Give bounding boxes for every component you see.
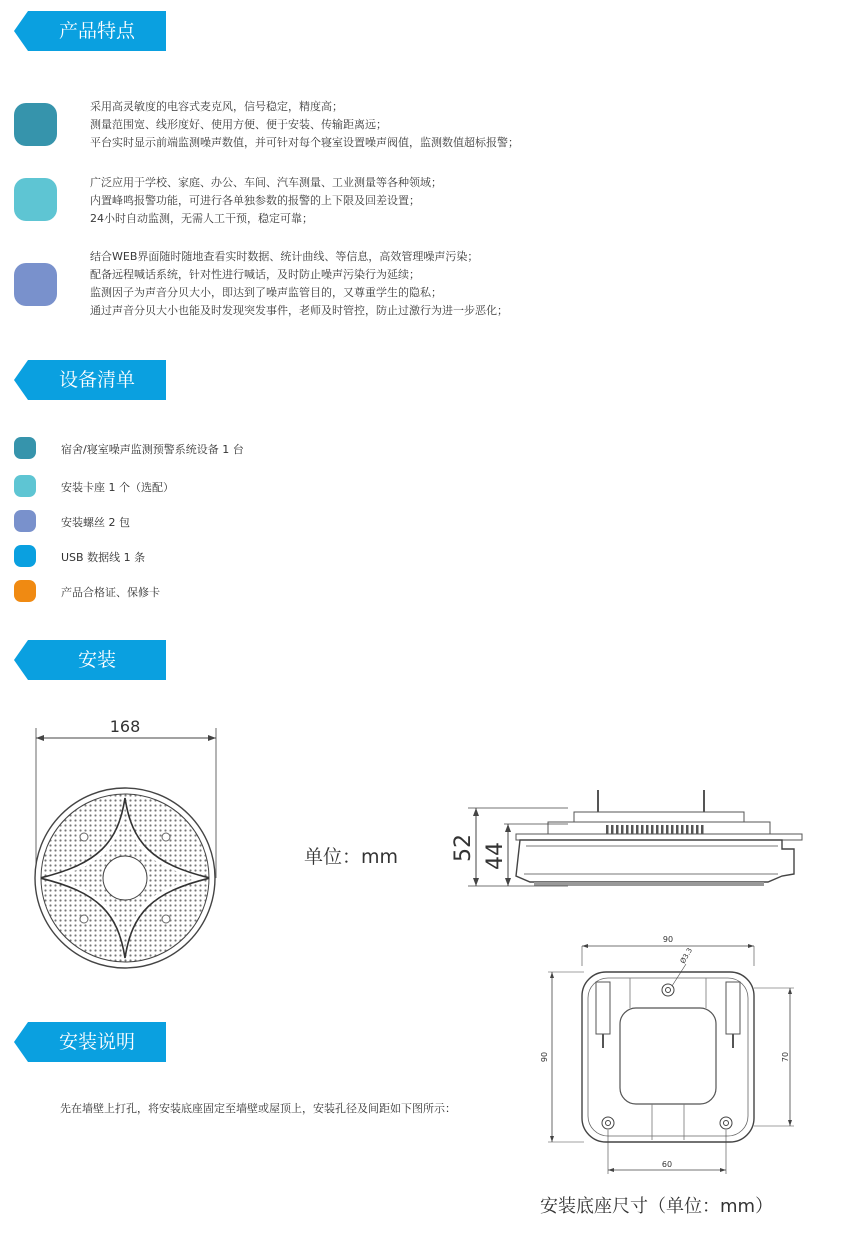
feature-line: 平台实时显示前端监测噪声数值，并可针对每个寝室设置噪声阀值，监测数值超标报警； xyxy=(90,136,519,149)
height-dim: 90 xyxy=(540,1051,549,1063)
feature-line: 结合WEB界面随时随地查看实时数据、统计曲线、等信息，高效管理噪声污染； xyxy=(90,250,479,263)
header-arrow xyxy=(14,360,28,400)
feature-text xyxy=(90,98,519,152)
header-arrow xyxy=(14,1022,28,1062)
hole-diameter-dim: Ø3.3 xyxy=(678,946,695,965)
feature-badge xyxy=(14,103,57,146)
equipment-bullet xyxy=(14,510,36,532)
height-total-label: 52 xyxy=(451,834,476,862)
vent-slot xyxy=(626,825,629,834)
equipment-item: 安装卡座 1 个（选配） xyxy=(61,481,174,494)
equipment-bullet xyxy=(14,475,36,497)
unit-label: 单位：mm xyxy=(304,846,399,868)
device-side-view-drawing xyxy=(408,784,832,900)
vent-slot xyxy=(616,825,619,834)
inner-dim: 70 xyxy=(781,1051,790,1063)
vent-slot xyxy=(656,825,659,834)
equipment-item: 宿舍/寝室噪声监测预警系统设备 1 台 xyxy=(61,443,244,456)
hole-spacing-dim: 60 xyxy=(661,1160,673,1169)
vent-slot xyxy=(671,825,674,834)
device-top-view-drawing xyxy=(28,708,228,980)
feature-text xyxy=(90,174,442,228)
feature-badge xyxy=(14,263,57,306)
equipment-item: USB 数据线 1 条 xyxy=(61,551,146,564)
equipment-bullet xyxy=(14,437,36,459)
vent-slot xyxy=(651,825,654,834)
vent-slot xyxy=(646,825,649,834)
vent-slot xyxy=(691,825,694,834)
feature-line: 监测因子为声音分贝大小，即达到了噪声监管目的，又尊重学生的隐私； xyxy=(90,286,442,299)
feature-line: 采用高灵敏度的电容式麦克风，信号稳定，精度高； xyxy=(90,100,343,113)
vent-slot xyxy=(701,825,704,834)
mounting-base-caption: 安装底座尺寸（单位：mm） xyxy=(540,1196,774,1217)
feature-line: 配备远程喊话系统，针对性进行喊话，及时防止噪声污染行为延续； xyxy=(90,268,420,281)
vent-slot xyxy=(641,825,644,834)
vent-slot xyxy=(621,825,624,834)
vent-slot xyxy=(676,825,679,834)
vent-slot xyxy=(606,825,609,834)
equipment-title: 设备清单 xyxy=(58,369,135,391)
feature-line: 广泛应用于学校、家庭、办公、车间、汽车测量、工业测量等各种领域； xyxy=(90,176,442,189)
install-instructions: 先在墙壁上打孔，将安装底座固定至墙壁或屋顶上，安装孔径及间距如下图所示： xyxy=(60,1102,456,1115)
vent-slot xyxy=(611,825,614,834)
header-arrow xyxy=(14,11,28,51)
equipment-item: 安装螺丝 2 包 xyxy=(61,516,130,529)
install-title: 安装 xyxy=(77,649,116,671)
vent-slot xyxy=(681,825,684,834)
install-note-header xyxy=(14,1022,166,1062)
feature-line: 内置峰鸣报警功能，可进行各单独参数的报警的上下限及回差设置； xyxy=(90,194,420,207)
header-arrow xyxy=(14,640,28,680)
width-dim: 90 xyxy=(662,935,674,944)
feature-text xyxy=(90,248,508,320)
height-body-label: 44 xyxy=(483,842,508,870)
diameter-label: 168 xyxy=(109,717,141,736)
equipment-bullet xyxy=(14,580,36,602)
feature-line: 通过声音分贝大小也能及时发现突发事件，老师及时管控，防止过激行为进一步恶化； xyxy=(90,304,508,317)
vent-slot xyxy=(661,825,664,834)
mounting-base-drawing xyxy=(532,930,822,1180)
feature-badge xyxy=(14,178,57,221)
vent-slot xyxy=(666,825,669,834)
install-header xyxy=(14,640,166,680)
equipment-header xyxy=(14,360,166,400)
install-note-title: 安装说明 xyxy=(58,1031,135,1053)
features-header xyxy=(14,11,166,51)
vent-slot xyxy=(686,825,689,834)
vent-slot xyxy=(696,825,699,834)
feature-line: 24小时自动监测，无需人工干预，稳定可靠； xyxy=(90,212,313,225)
features-title: 产品特点 xyxy=(58,20,135,42)
vent-slot xyxy=(631,825,634,834)
feature-line: 测量范围宽、线形度好、使用方便、便于安装、传输距离远； xyxy=(90,118,387,131)
equipment-item: 产品合格证、保修卡 xyxy=(61,586,160,599)
equipment-bullet xyxy=(14,545,36,567)
vent-slot xyxy=(636,825,639,834)
